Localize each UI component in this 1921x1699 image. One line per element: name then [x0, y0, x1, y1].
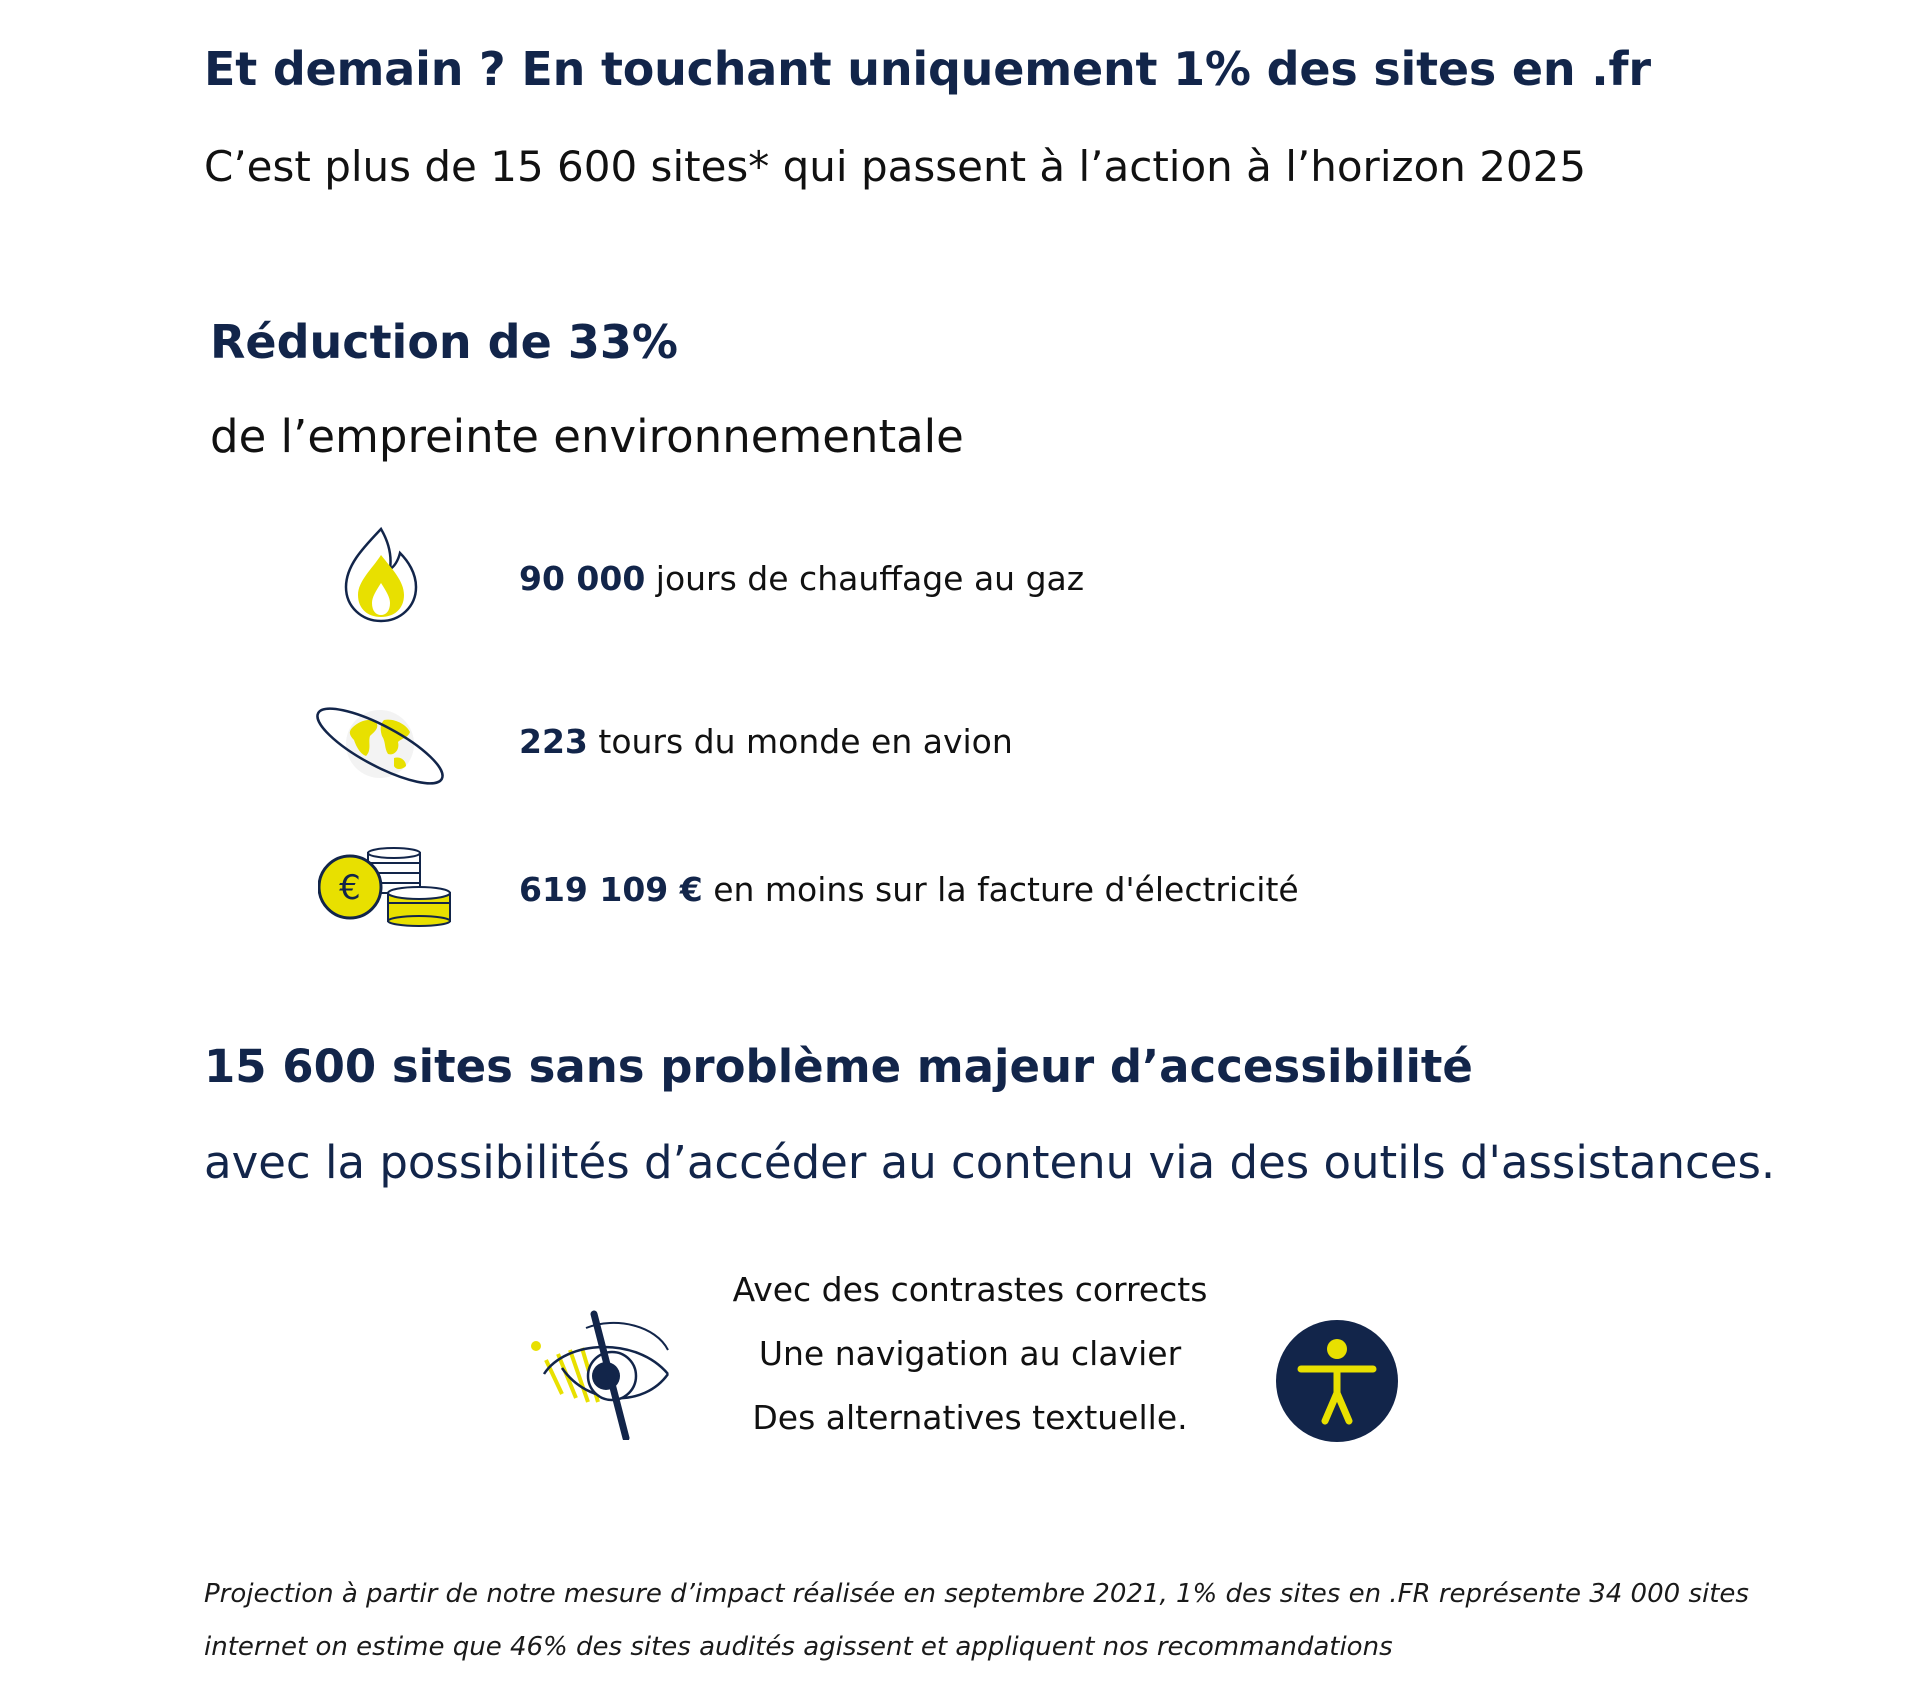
stat-label: tours du monde en avion [587, 722, 1013, 761]
list-item: Une navigation au clavier [758, 1334, 1182, 1373]
eye-icon [526, 1310, 676, 1440]
footnote-line: Projection à partir de notre mesure d’impact réalisée en septembre 2021, 1% des sites en .FR représente 34 000 sites [204, 1579, 1749, 1609]
accessibility-person-icon [1275, 1319, 1399, 1443]
euro-coins-icon [318, 845, 458, 927]
flame-icon [336, 525, 426, 625]
accessibility-title: 15 600 sites sans problème majeur d’accessibilité [204, 1040, 1473, 1093]
stat-label: jours de chauffage au gaz [645, 559, 1085, 598]
stat-value: 90 000 [519, 559, 646, 598]
environment-title: Réduction de 33% [210, 315, 678, 369]
footnote [204, 1568, 1749, 1674]
list-item: Des alternatives textuelle. [752, 1398, 1188, 1437]
accessibility-subtitle: avec la possibilités d’accéder au contenu via des outils d'assistances. [204, 1136, 1776, 1189]
stat-electricity-savings [519, 870, 1299, 909]
page-subtitle: C’est plus de 15 600 sites* qui passent à l’action à l’horizon 2025 [204, 142, 1587, 191]
accessibility-list [700, 1258, 1240, 1450]
stat-value: 619 109 € [519, 870, 703, 909]
svg-text:€: € [339, 868, 361, 908]
stat-value: 223 [519, 722, 588, 761]
footnote-line: internet on estime que 46% des sites audités agissent et appliquent nos recommandations [204, 1632, 1393, 1662]
stat-gas-heating [519, 559, 1084, 598]
environment-subtitle: de l’empreinte environnementale [210, 410, 964, 463]
page-title: Et demain ? En touchant uniquement 1% des sites en .fr [204, 42, 1651, 96]
globe-icon [310, 698, 450, 793]
stat-label: en moins sur la facture d'électricité [702, 870, 1299, 909]
stat-world-tours [519, 722, 1013, 761]
list-item: Avec des contrastes corrects [732, 1270, 1208, 1309]
